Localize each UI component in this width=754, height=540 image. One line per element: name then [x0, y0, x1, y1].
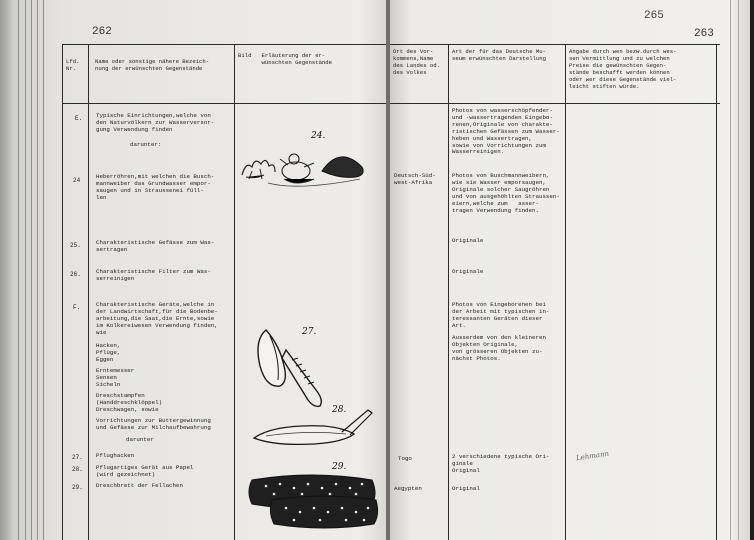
row-text: Charakteristische Filter zum Was- serreinigen: [96, 268, 211, 282]
row-art: Original: [452, 485, 480, 492]
row-number: E.: [75, 115, 83, 122]
sketch-bushwoman: [238, 135, 368, 197]
page-edge: [31, 0, 32, 540]
row-art: Originale: [452, 268, 484, 275]
header-art: Art der für das Deutsche Mu- seum erwünschten Darstellung: [452, 48, 546, 62]
row-art: Originale: [452, 237, 484, 244]
column-divider: [88, 44, 89, 540]
sketch-plough-hoe: [252, 320, 332, 410]
row-text: Dreschbrett der Fellachen: [96, 482, 183, 489]
row-text: Hacken, Pflüge, Eggen: [96, 342, 121, 363]
column-divider: [565, 44, 566, 540]
row-art: Ausserdem von den kleineren Objekten Originale, von grösseren Objekten zu- nächst Photos.: [452, 334, 546, 362]
row-text: darunter: [126, 436, 154, 443]
left-page-number: 262: [92, 26, 112, 38]
page-edge: [37, 0, 38, 540]
right-page: [390, 0, 750, 540]
table-border-right: [716, 44, 717, 540]
row-text: Charakteristische Gefässe zum Was- sertragen: [96, 239, 215, 253]
row-number: 27.: [72, 454, 83, 461]
row-text: Vorrichtungen zur Buttergewinnung und Gefässe zur Milchaufbewahrung: [96, 417, 211, 431]
page-edge: [730, 0, 731, 540]
sketch-threshing-board: [246, 470, 380, 532]
table-border-left: [62, 44, 63, 540]
header-ort: Ort des Vor- kommens,Name des Landes od. des Volkes: [393, 48, 440, 76]
page-edge: [18, 0, 19, 540]
header-rule: [390, 103, 720, 104]
row-text: darunter:: [130, 141, 162, 148]
row-text: Charakteristische Geräte,welche in der Landwirtschaft,für die Bodenbe- arbeitung,die Saat,die Ernte,sowie im Kolkereiwesen Verwendung finden, wie: [96, 301, 218, 336]
row-art: Photos von Eingeborenen bei der Arbeit mit typischen in- teressanten Geräten dieser Art.: [452, 301, 550, 329]
scan-background: [750, 0, 754, 540]
row-number: 26.: [70, 271, 81, 278]
page-edge: [738, 0, 739, 540]
row-ort: Togo: [398, 455, 412, 462]
row-text: Heberröhren,mit welchen die Busch- mannweiber das Grundwasser empor- saugen und in Straussenei füll- len: [96, 173, 215, 201]
row-ort: Deutsch-Süd- west-Afrika: [394, 172, 436, 186]
row-ort: Aegypten: [394, 485, 422, 492]
column-divider: [234, 44, 235, 540]
row-art: 2 verschiedene typische Ori- ginale Original: [452, 453, 550, 474]
row-number: F.: [73, 304, 81, 311]
row-number: 25.: [70, 242, 81, 249]
row-number: 24: [73, 177, 81, 184]
row-art: Photos von Buschmannweibern, wie sie Wasser emporsaugen, Originale solcher Saugröhren und von ausgehöhlten Straussen- eiern,welche zum asser- tragen Verwendung finden.: [452, 172, 560, 214]
header-bild: Bild Erläuterung der er- wünschten Gegenstände: [238, 52, 332, 66]
handwritten-signature: Lehmann: [575, 449, 610, 463]
header-name: Name oder sonstige nähere Bezeich- nung der erwünschten Gegenstände: [95, 58, 210, 72]
page-number-stamp: 265: [644, 10, 664, 22]
sketch-label: 27.: [302, 327, 317, 337]
sketch-paper-plough: [246, 402, 376, 452]
column-divider: [448, 44, 449, 540]
row-text: Typische Einrichtungen,welche von den Naturvölkern zur Wasserversor- gung Verwendung finden: [96, 112, 215, 133]
row-number: 28.: [72, 466, 83, 473]
row-text: Pflugartiges Gerät aus Papel (wird gezeichnet): [96, 464, 194, 478]
page-edge: [25, 0, 26, 540]
header-angabe: Angabe durch wen bezw.durch wes- sen Vermittlung und zu welchen Preise die gewünschten Gegen- stände beschafft werden können oder wer diese Gegenstände viel- leicht stiften würde.: [569, 48, 677, 90]
header-rule: [62, 103, 388, 104]
sketch-label: 24.: [311, 131, 326, 141]
row-text: Dreschstampfen (Handdreschklöppel) Dreschwagen, sowie: [96, 392, 163, 413]
row-text: Erntemesser Sensen Sicheln: [96, 367, 135, 388]
sketch-label: 29.: [332, 462, 347, 472]
right-page-number: 263: [694, 28, 714, 40]
sketch-label: 28.: [332, 405, 347, 415]
header-lfd-nr: Lfd. Nr.: [66, 58, 80, 72]
row-art: Photos von wasserschöpfender- und -wassertragenden Eingebo- renen,Originale von charakte- ristischen Gefässen zum Wasser- heben und Wassertragen, sowie von Vorrichtungen zum Wasserreinigen.: [452, 107, 560, 156]
row-text: Pflughacken: [96, 452, 135, 459]
page-edge: [43, 0, 44, 540]
table-top-rule: [390, 44, 720, 45]
table-top-rule: [62, 44, 388, 45]
row-number: 29.: [72, 484, 83, 491]
